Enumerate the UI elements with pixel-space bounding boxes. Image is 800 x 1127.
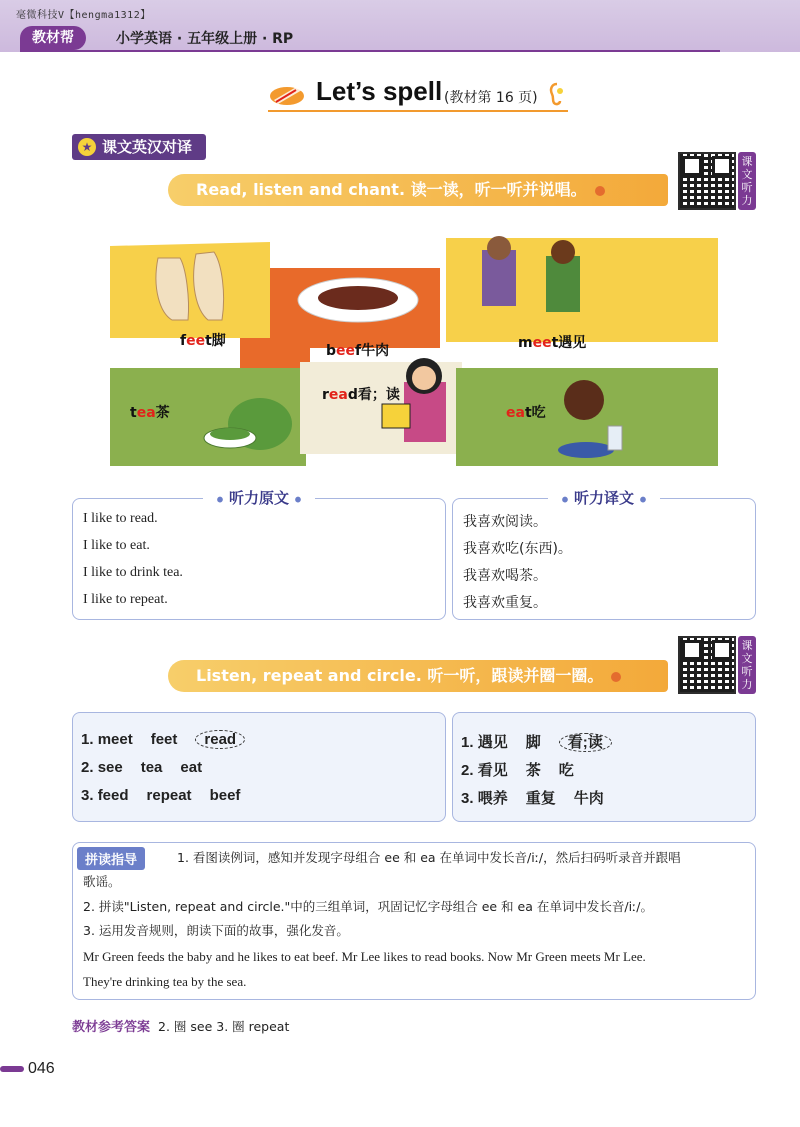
listening-original-box [72,489,446,620]
banner-text: Listen, repeat and circle. 听一听，跟读并圈一圈。 [196,666,604,685]
translation-line: 我喜欢喝茶。 [463,568,547,584]
dot-icon [611,672,621,682]
listening-translation-box [452,489,756,620]
guide-story-1: Mr Green feeds the baby and he likes to eat beef. Mr Lee likes to read books. Now Mr Green meets Mr Lee. [83,949,646,964]
circled-answer: 看;读 [559,733,612,752]
ribbon-label: 课文英汉对译 [102,138,193,156]
translation-line: 我喜欢吃(东西)。 [463,541,572,557]
label-read: read看；读 [322,387,400,403]
exercise-item-3: 3. feed repeat beef [81,787,241,804]
star-icon: ★ [78,138,96,156]
page-reference: (教材第 16 页) [444,90,538,106]
lesson-translation-heading [72,134,206,160]
watermark-text: 毫微科技V【hengma1312】 [16,10,151,21]
page-number: 046 [0,1060,55,1078]
header-divider [20,50,720,52]
exercise-item-2: 2. see tea eat [81,759,203,776]
qr-audio-tag[interactable]: 课文听力 [738,152,756,210]
page-bar-decoration [0,1066,24,1072]
answer-tag: 教材参考答案 [72,1020,151,1035]
reference-answer [72,1016,289,1035]
dot-icon [595,186,605,196]
qr-audio-tag[interactable]: 课文听力 [738,636,756,694]
circled-answer: read [195,730,245,749]
label-beef: beef牛肉 [326,343,390,359]
original-line: I like to eat. [83,538,150,553]
exercise-item-2: 2. 看见 茶 吃 [461,762,574,779]
section-title [268,78,568,112]
book-title: 小学英语 · 五年级上册 · RP [116,31,294,47]
guide-line-2: 2. 拼读"Listen, repeat and circle."中的三组单词，巩固记忆字母组合 ee 和 ea 在单词中发长音/iː/。 [83,899,653,914]
guide-line-3: 3. 运用发音规则，朗读下面的故事，强化发音。 [83,923,349,938]
listening-translation-title: ⦁ 听力译文 ⦁ [548,489,660,507]
circle-exercise-chinese [452,712,756,822]
guide-story-2: They're drinking tea by the sea. [83,974,247,989]
original-line: I like to drink tea. [83,565,183,580]
audio-icon[interactable] [548,82,566,106]
label-feet: feet脚 [180,333,226,349]
exercise-item-1: 1. meet feet read [81,731,245,748]
banner-text: Read, listen and chant. 读一读，听一听并说唱。 [196,180,587,199]
spell-heading: Let’s spell [316,76,443,106]
translation-line: 我喜欢重复。 [463,595,547,611]
circle-exercise-english [72,712,446,822]
banner-read-listen-chant [168,174,668,206]
guide-line-1: 1. 看图读例词，感知并发现字母组合 ee 和 ea 在单词中发长音/iː/，然后扫码听录音并跟唱 [177,850,681,865]
exercise-item-3: 3. 喂养 重复 牛肉 [461,790,604,807]
label-eat: eat吃 [506,405,546,421]
qr-code-icon[interactable] [678,152,736,210]
label-meet: meet遇见 [518,335,587,351]
answer-text: 2. 圈 see 3. 圈 repeat [158,1019,290,1034]
translation-line: 我喜欢阅读。 [463,514,547,530]
banner-listen-repeat-circle [168,660,668,692]
qr-code-icon[interactable] [678,636,736,694]
guide-line-1-cont: 歌谣。 [83,874,121,889]
listening-original-title: ⦁ 听力原文 ⦁ [203,489,315,507]
label-tea: tea茶 [130,405,170,421]
exercise-item-1: 1. 遇见 脚 看;读 [461,731,612,752]
original-line: I like to read. [83,511,158,526]
phonics-guide-box [72,842,756,1000]
phonics-guide-tag: 拼读指导 [77,847,145,870]
brand-tab: 教材帮 [20,26,86,50]
pencil-icon [268,80,306,108]
illustration-scene [110,228,718,466]
original-line: I like to repeat. [83,592,168,607]
